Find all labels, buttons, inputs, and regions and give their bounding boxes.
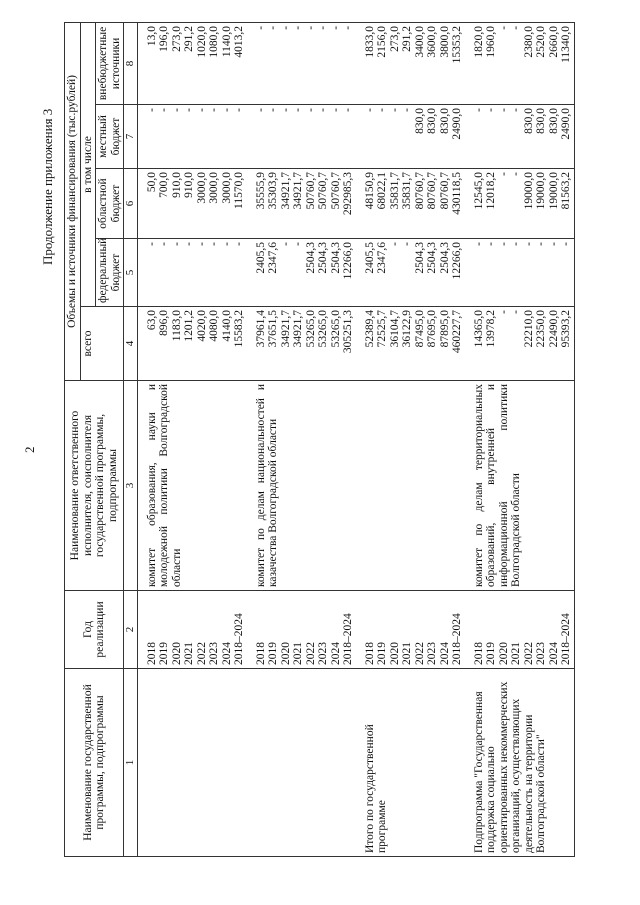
years-cell: 2018 2019 2020 2021 2022 2023 2024 2018–2024 — [356, 591, 465, 669]
regional-cell: 35555,9 35303,9 34921,7 34921,7 50760,7 50760,7 50760,7 292985,3 — [247, 169, 356, 239]
header-extra: внебюджетные источники — [96, 22, 124, 104]
federal-cell: 2405,5 2347,6 - - 2504,3 2504,3 2504,3 12266,0 — [356, 239, 465, 307]
header-program: Наименование государственной программы, подпрограммы — [65, 669, 124, 857]
page-number: 2 — [22, 446, 37, 453]
federal-cell: 2405,5 2347,6 - - 2504,3 2504,3 2504,3 12266,0 — [247, 239, 356, 307]
executor-cell — [356, 381, 465, 591]
local-cell: - - - - - - - - — [137, 105, 247, 169]
years-cell: 2018 2019 2020 2021 2022 2023 2024 2018–2024 — [465, 591, 575, 669]
header-including: в том числе — [80, 22, 96, 306]
extra-cell: 1820,0 1960,0 - - 2380,0 2520,0 2660,0 11340,0 — [465, 22, 575, 104]
column-number: 1 — [124, 669, 138, 857]
continuation-note: Продолжение приложения 3 — [40, 108, 55, 265]
financing-table — [64, 22, 575, 857]
header-local: местный бюджет — [96, 105, 124, 169]
total-cell: 52389,4 72525,7 36104,7 36122,9 87495,0 87695,0 87895,0 460227,7 — [356, 307, 465, 381]
local-cell: - - - - - - - - — [247, 105, 356, 169]
column-number: 5 — [124, 239, 138, 307]
column-number: 6 — [124, 169, 138, 239]
table-row-total — [356, 22, 465, 856]
local-cell: - - - - 830,0 830,0 830,0 2490,0 — [356, 105, 465, 169]
executor-cell: комитет по делам национальностей и казачества Волгоградской области — [247, 381, 356, 591]
total-cell: 14365,0 13978,2 - - 22210,0 22350,0 22490,0 95393,2 — [465, 307, 575, 381]
header-executor: Наименование ответственного исполнителя, соисполнителя государственной программы, подпрограммы — [65, 381, 124, 591]
header-volumes: Объемы и источники финансирования (тыс.рублей) — [65, 22, 81, 380]
header-regional: областной бюджет — [96, 169, 124, 239]
column-number: 2 — [124, 591, 138, 669]
executor-cell: комитет по делам территориальных образований, внутренней и информационной политики Волгоградской области — [465, 381, 575, 591]
federal-cell: - - - - - - - - — [137, 239, 247, 307]
regional-cell: 12545,0 12018,2 - - 19000,0 19000,0 19000,0 81563,2 — [465, 169, 575, 239]
header-year: Год реализации — [65, 591, 124, 669]
column-number: 8 — [124, 22, 138, 104]
column-number: 7 — [124, 105, 138, 169]
program-name: Итого по государственной программе — [356, 669, 465, 857]
extra-cell: 1833,0 2156,0 273,0 291,2 3400,0 3600,0 3800,0 15353,2 — [356, 22, 465, 104]
column-number: 4 — [124, 307, 138, 381]
header-federal: федеральный бюджет — [96, 239, 124, 307]
years-cell: 2018 2019 2020 2021 2022 2023 2024 2018–2024 — [247, 591, 356, 669]
header-total: всего — [80, 307, 124, 381]
total-cell: 37961,4 37651,5 34921,7 34921,7 53265,0 53265,0 53265,0 305251,3 — [247, 307, 356, 381]
local-cell: - - - - 830,0 830,0 830,0 2490,0 — [465, 105, 575, 169]
years-cell: 2018 2019 2020 2021 2022 2023 2024 2018–2024 — [137, 591, 247, 669]
total-cell: 63,0 896,0 1183,0 1201,2 4020,0 4080,0 4140,0 15583,2 — [137, 307, 247, 381]
program-name — [137, 669, 247, 857]
table-row-subprogram — [465, 22, 575, 856]
program-name: Подпрограмма "Государственная поддержка социально ориентированных некоммерческих организаций, осуществляющих деятельность на территории Волгоградской области" — [465, 669, 575, 857]
federal-cell: - - - - - - - - — [465, 239, 575, 307]
regional-cell: 50,0 700,0 910,0 910,0 3000,0 3000,0 3000,0 11570,0 — [137, 169, 247, 239]
table-row — [137, 22, 247, 856]
extra-cell: 13,0 196,0 273,0 291,2 1020,0 1080,0 1140,0 4013,2 — [137, 22, 247, 104]
column-number: 3 — [124, 381, 138, 591]
executor-cell: комитет образования, науки и молодежной политики Волгоградской области — [137, 381, 247, 591]
regional-cell: 48150,9 68022,1 35831,7 35831,7 80760,7 80760,7 80760,7 430118,5 — [356, 169, 465, 239]
program-name — [247, 669, 356, 857]
table-row — [247, 22, 356, 856]
extra-cell: - - - - - - - - — [247, 22, 356, 104]
